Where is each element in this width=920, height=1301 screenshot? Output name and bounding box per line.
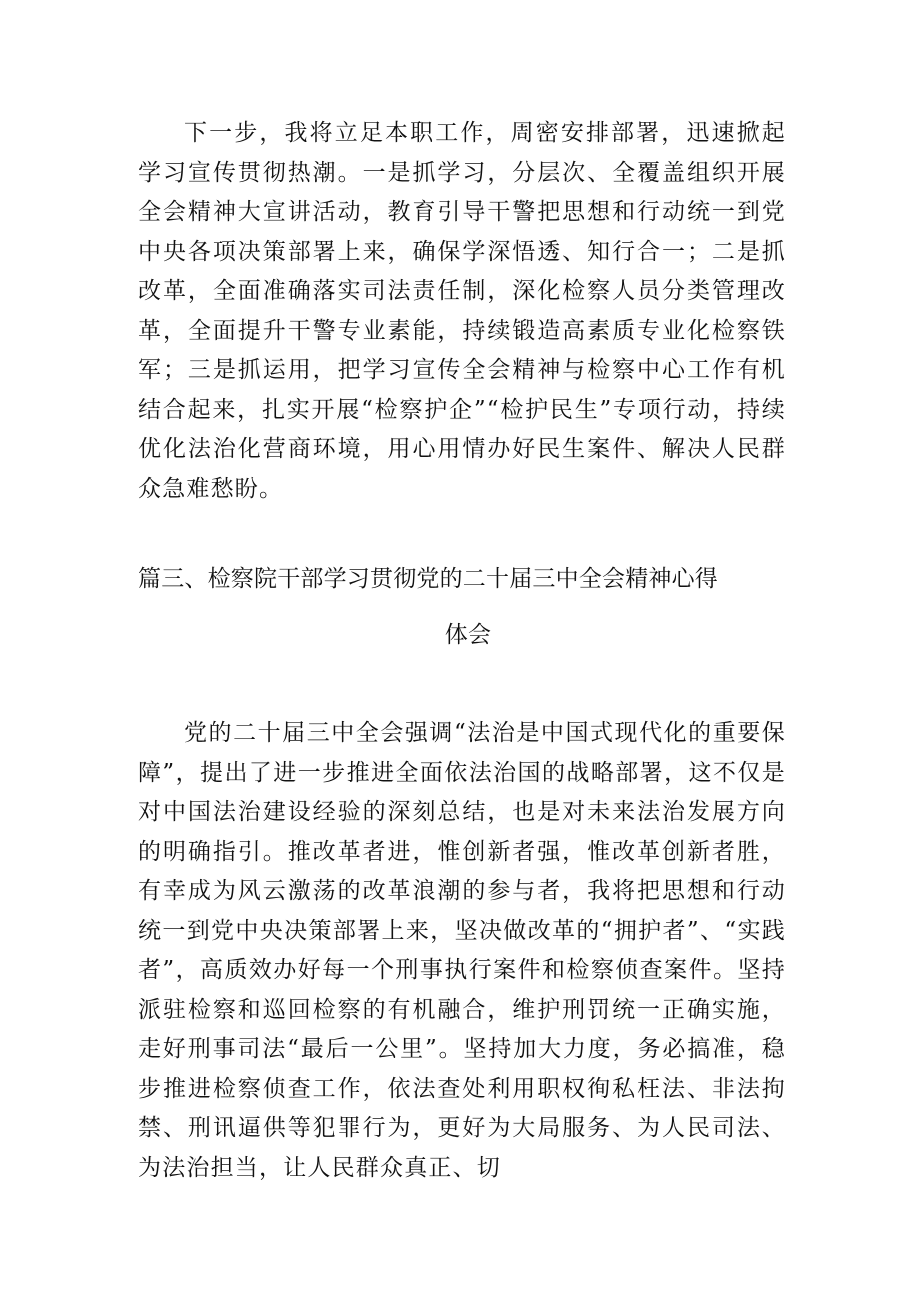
body-paragraph-rule-of-law: 党的二十届三中全会强调“法治是中国式现代化的重要保障”，提出了进一步推进全面依法治国的战略部署，这不仅是对中国法治建设经验的深刻总结，也是对未来法治发展方向的明确指引。推改革者进，惟创新者强，惟改革创新者胜，有幸成为风云激荡的改革浪潮的参与者，我将把思想和行动统一到党中央决策部署上来，坚决做改革的“拥护者”、“实践者”，高质效办好每一个刑事执行案件和检察侦查案件。坚持派驻检察和巡回检察的有机融合，维护刑罚统一正确实施，走好刑事司法“最后一公里”。坚持加大力度，务必搞准，稳步推进检察侦查工作，依法查处利用职权徇私枉法、非法拘禁、刑讯逼供等犯罪行为，更好为大局服务、为人民司法、为法治担当，让人民群众真正、切 — [138, 720, 786, 1181]
body-paragraph-next-steps: 下一步，我将立足本职工作，周密安排部署，迅速掀起学习宣传贯彻热潮。一是抓学习，分层次、全覆盖组织开展全会精神大宣讲活动，教育引导干警把思想和行动统一到党中央各项决策部署上来，确保学深悟透、知行合一；二是抓改革，全面准确落实司法责任制，深化检察人员分类管理改革，全面提升干警专业素能，持续锻造高素质专业化检察铁军；三是抓运用，把学习宣传全会精神与检察中心工作有机结合起来，扎实开展“检察护企”“检护民生”专项行动，持续优化法治化营商环境，用心用情办好民生案件、解决人民群众急难愁盼。 — [138, 120, 786, 502]
section-heading-title-continued: 体会 — [444, 622, 492, 648]
section-heading-title: 篇三、检察院干部学习贯彻党的二十届三中全会精神心得 — [138, 566, 718, 592]
